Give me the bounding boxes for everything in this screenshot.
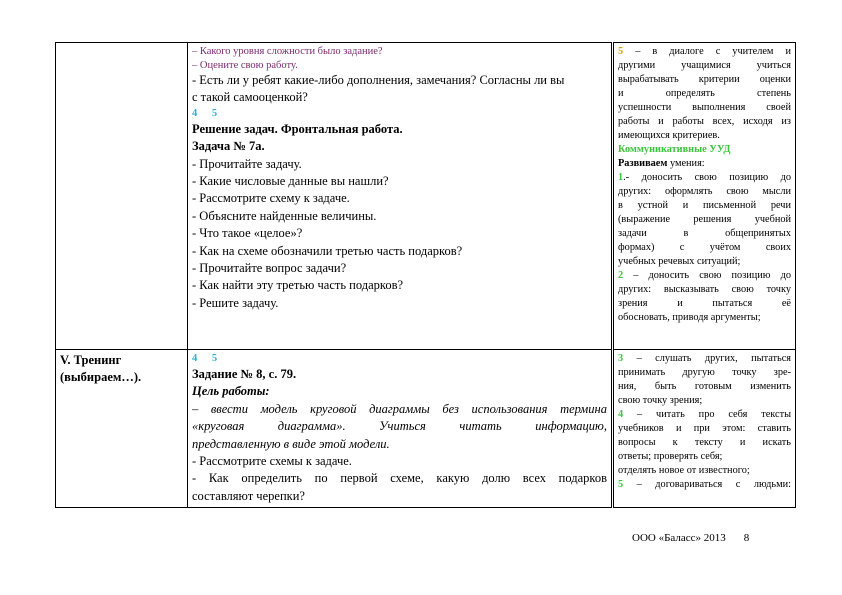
uud-text: работы и работы всех, исходя из [618, 116, 791, 127]
content-line: – Оцените свою работу. [192, 59, 298, 71]
content-line: - Как на схеме обозначили третью часть подарков? [192, 243, 463, 258]
content-line: - Прочитайте вопрос задачи? [192, 261, 347, 276]
uud-text: вопросы к тексту и искать [618, 437, 791, 448]
uud-text: – в диалоге с учителем и [623, 46, 791, 57]
content-cell [188, 350, 613, 508]
uud-text: отделять новое от известного; [618, 465, 750, 476]
content-line: - Рассмотрите схему к задаче. [192, 191, 350, 206]
content-cell [188, 43, 613, 350]
uud-number: 5 [618, 479, 624, 490]
content-line: составляют черепки? [192, 488, 305, 503]
uud-text: (выражение решения учебной [618, 214, 791, 225]
uud-text: Коммуникативные УУД [618, 144, 731, 155]
uud-text: вырабатывать критерии оценки [618, 74, 791, 85]
uud-text: зрения и пытаться её [618, 298, 791, 309]
uud-text: имеющихся критериев. [618, 130, 720, 141]
uud-text: свою точку зрения; [618, 395, 703, 406]
content-line: 4 5 [192, 353, 224, 364]
uud-text: обосновать, приводя аргументы; [618, 312, 761, 323]
page-footer [632, 532, 749, 544]
uud-line [618, 436, 791, 450]
content-line: Цель работы: [192, 384, 270, 399]
uud-line [618, 269, 791, 283]
uud-number: 5 [618, 46, 624, 57]
uud-text: – договариваться с людьми: [623, 479, 791, 490]
lesson-table [55, 42, 796, 508]
uud-cell [613, 350, 796, 508]
uud-text: учебных речевых ситуаций; [618, 256, 741, 267]
content-line: - Рассмотрите схемы к задаче. [192, 454, 352, 469]
content-line: - Прочитайте задачу. [192, 156, 302, 171]
uud-line [618, 366, 791, 380]
uud-line [618, 297, 791, 311]
uud-line [618, 464, 791, 478]
uud-line [618, 283, 791, 297]
uud-line [618, 73, 791, 87]
content-line: - Как определить по первой схеме, какую долю всех подарков [192, 471, 607, 486]
uud-line [618, 241, 791, 255]
uud-text: ния, быть готовым изменить [618, 381, 791, 392]
page-number: 8 [743, 532, 750, 544]
uud-text: – читать про себя тексты [623, 409, 791, 420]
uud-text: и определять степень [618, 88, 791, 99]
uud-cell [613, 43, 796, 350]
content-line: – ввести модель круговой диаграммы без использования термина [192, 401, 607, 416]
uud-number: 1 [618, 172, 624, 183]
uud-text: формах) с учётом своих [618, 242, 791, 253]
uud-line [618, 199, 791, 213]
uud-line [618, 478, 791, 492]
content-line: - Решите задачу. [192, 295, 279, 310]
content-line: Задача № 7а. [192, 139, 265, 154]
uud-line [618, 59, 791, 73]
uud-line [618, 143, 791, 157]
content-line: «круговая диаграмма». Учиться читать информацию, [192, 419, 607, 434]
uud-line [618, 157, 791, 171]
uud-line [618, 408, 791, 422]
uud-text: ответы; проверять себя; [618, 451, 723, 462]
uud-text: успешности выполнения своей [618, 102, 791, 113]
uud-line [618, 45, 791, 59]
uud-line [618, 311, 791, 325]
stage-cell [56, 350, 188, 508]
uud-line [618, 129, 791, 143]
stage-title: V. Тренинг [60, 353, 122, 367]
content-line: - Какие числовые данные вы нашли? [192, 174, 389, 189]
content-line: 4 5 [192, 107, 224, 119]
uud-line [618, 352, 791, 366]
uud-line [618, 227, 791, 241]
table-row [56, 43, 796, 350]
uud-number: 3 [618, 353, 624, 364]
uud-text: учебников и при этом: ставить [618, 423, 791, 434]
uud-text: – слушать других, пытаться [623, 353, 791, 364]
uud-text: другими учащимися учиться [618, 60, 791, 71]
content-line: - Как найти эту третью часть подарков? [192, 278, 404, 293]
uud-line [618, 171, 791, 185]
publisher-label: ООО «Баласс» 2013 [632, 532, 726, 544]
table-row [56, 350, 796, 508]
uud-line [618, 115, 791, 129]
uud-text: задачи в общепринятых [618, 228, 791, 239]
content-line: – Какого уровня сложности было задание? [192, 46, 383, 57]
uud-line [618, 255, 791, 269]
uud-text: .- доносить свою позицию до [623, 172, 791, 183]
stage-title: (выбираем…). [60, 370, 142, 384]
content-line: Задание № 8, с. 79. [192, 367, 297, 381]
content-line: Решение задач. Фронтальная работа. [192, 121, 403, 136]
content-line: с такой самооценкой? [192, 90, 308, 105]
uud-line [618, 185, 791, 199]
uud-line [618, 394, 791, 408]
uud-line [618, 213, 791, 227]
uud-text: других: оформлять свою мысли [618, 186, 791, 197]
content-line: - Есть ли у ребят какие-либо дополнения, замечания? Согласны ли вы [192, 73, 565, 87]
content-line: - Объясните найденные величины. [192, 208, 377, 223]
uud-text: других: высказывать свою точку [618, 284, 791, 295]
uud-line [618, 422, 791, 436]
stage-cell [56, 43, 188, 350]
uud-text: принимать другую точку зре- [618, 367, 791, 378]
uud-line [618, 87, 791, 101]
uud-number: 2 [618, 270, 624, 281]
uud-line [618, 450, 791, 464]
uud-line [618, 380, 791, 394]
uud-number: 4 [618, 409, 624, 420]
uud-text: – доносить свою позицию до [623, 270, 791, 281]
uud-text: Развиваем умения: [618, 158, 705, 169]
uud-line [618, 101, 791, 115]
content-line: - Что такое «целое»? [192, 226, 303, 241]
content-line: представленную в виде этой модели. [192, 436, 390, 451]
uud-text: в устной и письменной речи [618, 200, 791, 211]
